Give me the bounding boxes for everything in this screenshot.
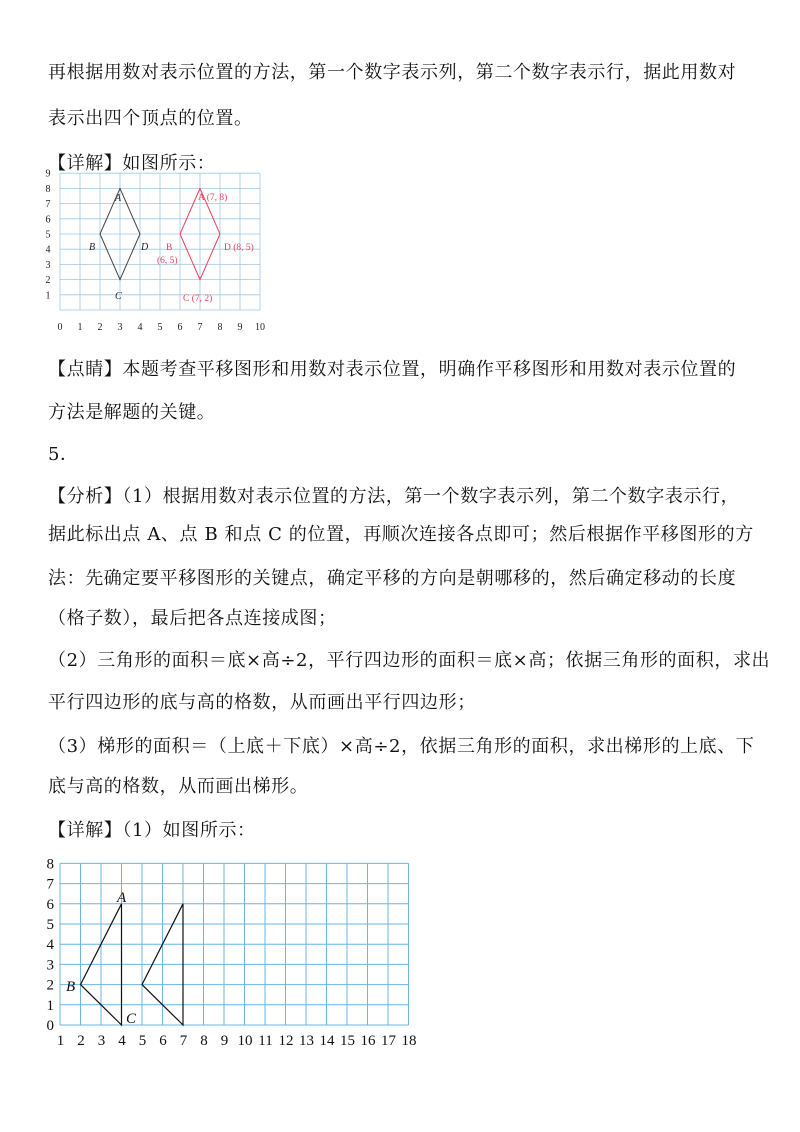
x-tick-label: 16 bbox=[360, 1033, 376, 1049]
y-tick-label: 4 bbox=[45, 244, 51, 256]
x-tick-label: 11 bbox=[258, 1033, 273, 1049]
translated-label-b-coords: (6, 5) bbox=[157, 256, 178, 266]
figure-2-axis-labels bbox=[47, 856, 417, 1049]
point-label-b: B bbox=[89, 242, 96, 253]
x-tick-label: 7 bbox=[179, 1033, 188, 1049]
x-tick-label: 12 bbox=[278, 1033, 294, 1049]
text-line-13: （3）梯形的面积＝（上底＋下底）×高÷2，依据三角形的面积，求出梯形的上底、下 bbox=[48, 736, 755, 757]
point-label-a: A bbox=[117, 890, 127, 906]
x-tick-label: 6 bbox=[177, 322, 183, 333]
y-tick-label: 8 bbox=[46, 856, 54, 873]
text-line-14: 底与高的格数，从而画出梯形。 bbox=[48, 776, 309, 797]
text-line-1: 再根据用数对表示位置的方法，第一个数字表示列，第二个数字表示行，据此用数对 bbox=[48, 62, 737, 83]
y-tick-label: 2 bbox=[45, 275, 51, 287]
x-tick-label: 8 bbox=[217, 322, 223, 333]
point-label-b: B bbox=[66, 979, 76, 995]
y-tick-label: 8 bbox=[45, 183, 51, 195]
y-tick-label: 7 bbox=[45, 199, 51, 211]
x-tick-label: 8 bbox=[200, 1033, 208, 1049]
y-tick-label: 4 bbox=[46, 937, 54, 954]
y-tick-label: 5 bbox=[46, 917, 54, 933]
y-tick-label: 0 bbox=[46, 1018, 54, 1034]
point-label-c: C bbox=[126, 1011, 137, 1027]
x-tick-label: 3 bbox=[117, 322, 123, 333]
x-tick-label: 14 bbox=[319, 1033, 335, 1049]
text-line-4: 【点睛】本题考查平移图形和用数对表示位置，明确作平移图形和用数对表示位置的 bbox=[48, 359, 737, 380]
text-line-9: 法：先确定要平移图形的关键点，确定平移的方向是朝哪移的，然后确定移动的长度 bbox=[48, 568, 737, 589]
y-tick-label: 1 bbox=[46, 997, 54, 1014]
figure-2-coordinate-grid bbox=[40, 852, 460, 1052]
text-line-2: 表示出四个顶点的位置。 bbox=[48, 108, 253, 129]
point-label-d: D bbox=[141, 242, 149, 253]
y-tick-label: 7 bbox=[46, 876, 54, 893]
text-line-8: 据此标出点 A、点 B 和点 C 的位置，再顺次连接各点即可；然后根据作平移图形的方 bbox=[48, 524, 754, 545]
figure-1-coordinate-grid bbox=[44, 168, 274, 340]
translated-label-a: A (7, 8) bbox=[198, 193, 228, 203]
x-tick-label: 4 bbox=[137, 322, 143, 333]
x-tick-label: 9 bbox=[220, 1033, 229, 1049]
x-tick-label: 10 bbox=[255, 322, 265, 333]
y-tick-label: 9 bbox=[45, 168, 51, 180]
text-line-11: （2）三角形的面积＝底×高÷2，平行四边形的面积＝底×高；依据三角形的面积，求出 bbox=[48, 650, 771, 671]
y-tick-label: 2 bbox=[46, 977, 54, 994]
x-tick-label: 1 bbox=[77, 322, 83, 333]
x-tick-label: 6 bbox=[159, 1033, 167, 1049]
x-tick-label: 3 bbox=[97, 1033, 106, 1049]
x-tick-label: 2 bbox=[97, 322, 103, 333]
x-tick-label: 7 bbox=[197, 322, 203, 333]
text-line-7: 【分析】（1）根据用数对表示位置的方法，第一个数字表示列，第二个数字表示行， bbox=[48, 486, 740, 507]
x-tick-label: 10 bbox=[237, 1033, 253, 1049]
x-tick-label: 13 bbox=[299, 1033, 314, 1049]
x-tick-label: 18 bbox=[401, 1033, 417, 1049]
x-tick-label: 17 bbox=[381, 1033, 396, 1049]
y-tick-label: 6 bbox=[46, 896, 54, 913]
point-label-c: C bbox=[115, 291, 122, 302]
figure-2-grid-lines bbox=[60, 863, 409, 1025]
x-tick-label: 15 bbox=[340, 1033, 355, 1049]
point-label-a: A bbox=[115, 193, 122, 204]
x-tick-label: 0 bbox=[57, 322, 63, 333]
y-tick-label: 6 bbox=[45, 214, 51, 226]
translated-label-c: C (7, 2) bbox=[183, 294, 213, 304]
translated-label-d: D (8, 5) bbox=[224, 243, 254, 253]
text-line-15: 【详解】（1）如图所示： bbox=[48, 820, 256, 841]
x-tick-label: 4 bbox=[118, 1033, 126, 1049]
x-tick-label: 9 bbox=[237, 322, 243, 333]
y-tick-label: 3 bbox=[46, 957, 54, 974]
x-tick-label: 2 bbox=[77, 1033, 85, 1049]
translated-label-b: B bbox=[166, 243, 173, 253]
x-tick-label: 5 bbox=[157, 322, 163, 333]
text-line-5: 方法是解题的关键。 bbox=[48, 402, 216, 423]
x-tick-label: 1 bbox=[56, 1033, 65, 1049]
text-line-10: （格子数），最后把各点连接成图； bbox=[48, 608, 337, 629]
text-line-3: 【详解】如图所示： bbox=[48, 153, 216, 174]
text-line-12: 平行四边形的底与高的格数，从而画出平行四边形； bbox=[48, 692, 476, 713]
y-tick-label: 1 bbox=[45, 290, 51, 302]
x-tick-label: 5 bbox=[138, 1033, 147, 1049]
question-number: 5． bbox=[48, 444, 79, 465]
y-tick-label: 5 bbox=[45, 229, 51, 241]
y-tick-label: 3 bbox=[45, 259, 51, 271]
